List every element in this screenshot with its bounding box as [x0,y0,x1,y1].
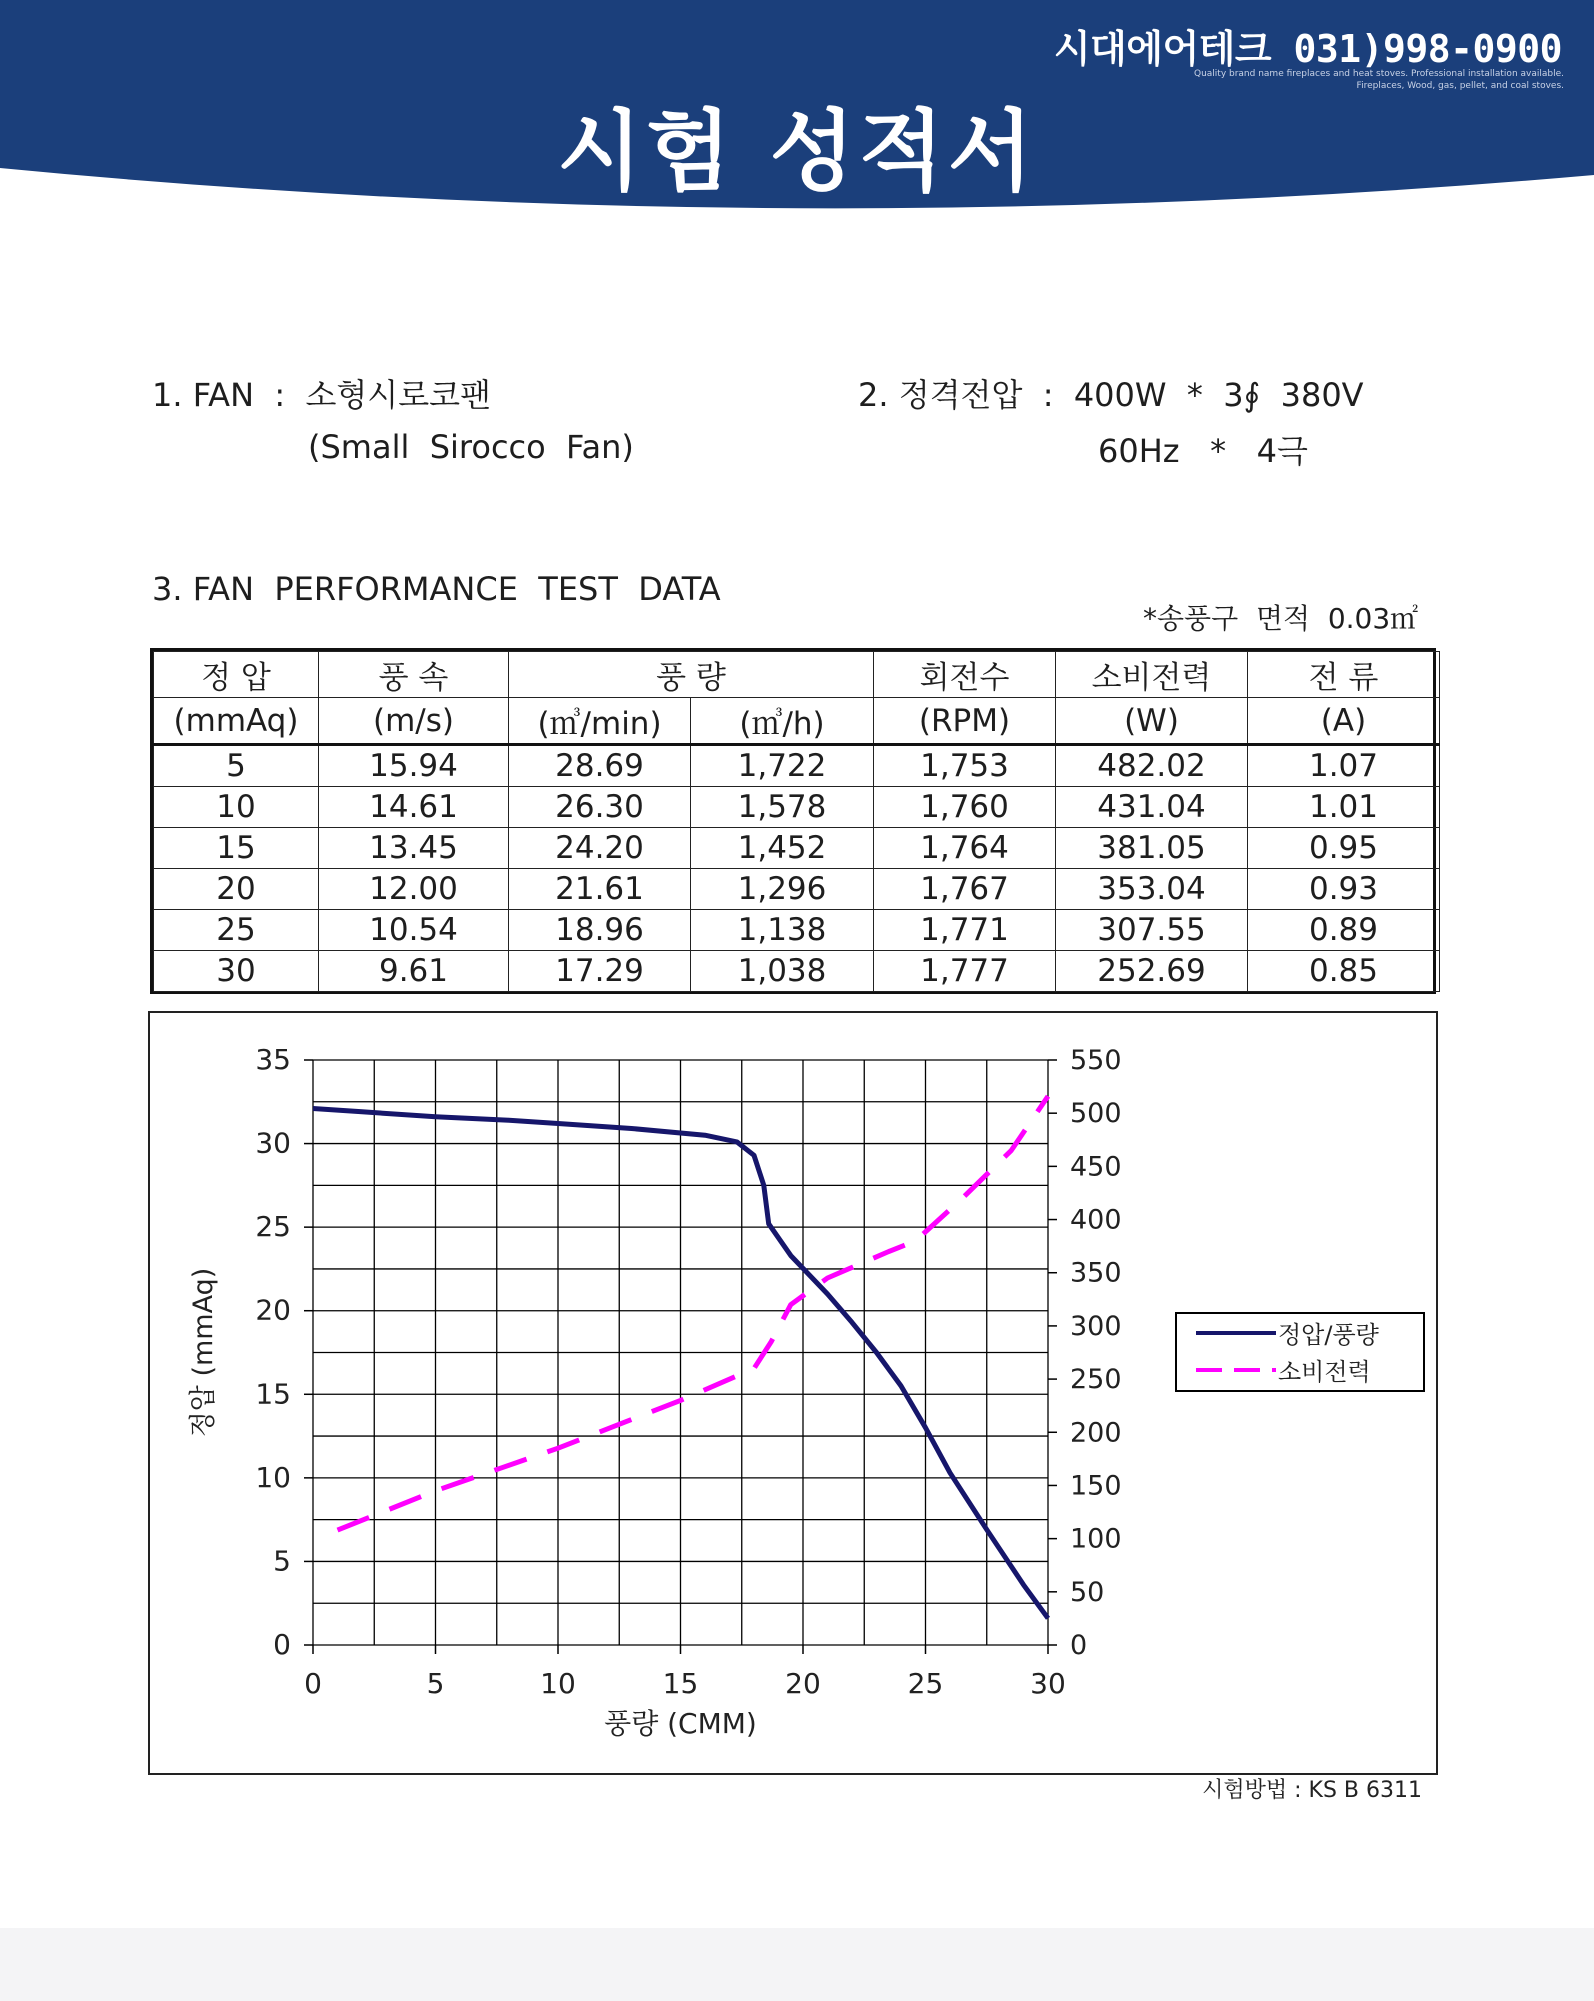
table-row [154,787,1440,828]
x-tick-label: 20 [785,1667,821,1700]
table-cell: 431.04 [1056,787,1248,828]
table-cell: 25 [154,910,319,951]
table-row [154,869,1440,910]
rated-voltage-line2: 60Hz * 4극 [1098,432,1308,470]
table-row [154,745,1440,787]
table-cell: 21.61 [509,869,691,910]
y2-tick-label: 200 [1070,1417,1122,1449]
y2-tick-label: 500 [1070,1098,1122,1130]
performance-table [150,648,1436,994]
unit-current: (A) [1248,698,1440,745]
table-cell: 28.69 [509,745,691,787]
legend-label-power: 소비전력 [1278,1358,1371,1386]
header-static-pressure: 정 압 [154,652,319,698]
x-tick-label: 5 [426,1667,445,1700]
table-cell: 482.02 [1056,745,1248,787]
table-cell: 18.96 [509,910,691,951]
x-tick-label: 0 [304,1667,322,1700]
table-cell: 1,753 [874,745,1056,787]
y-tick-label: 0 [273,1628,291,1661]
y2-tick-label: 450 [1070,1151,1122,1183]
y-axis-label: 정압 (mmAq) [188,1267,219,1438]
header-air-volume: 풍 량 [509,652,874,698]
x-axis-label: 풍량 (CMM) [604,1707,757,1740]
table-cell: 1.07 [1248,745,1440,787]
table-cell: 1,578 [691,787,874,828]
table-cell: 1,296 [691,869,874,910]
table-row [154,828,1440,869]
fan-type-label: 1. FAN : 소형시로코팬 [152,376,491,414]
company-name-phone: 시대에어테크 031)998-0900 [1053,27,1562,71]
y2-tick-label: 250 [1070,1364,1122,1396]
legend-label-static-pressure: 정압/풍량 [1278,1321,1379,1349]
tagline-line-2: Fireplaces, Wood, gas, pellet, and coal stoves. [1356,81,1564,91]
table-cell: 1,771 [874,910,1056,951]
table-cell: 0.89 [1248,910,1440,951]
y2-tick-label: 150 [1070,1470,1122,1502]
table-cell: 1,452 [691,828,874,869]
y2-tick-label: 50 [1070,1576,1105,1608]
y-tick-label: 20 [255,1293,291,1327]
outlet-area-note: *송풍구 면적 0.03㎡ [1143,602,1419,635]
x-tick-label: 25 [907,1667,944,1700]
test-method: 시험방법 : KS B 6311 [1202,1778,1422,1803]
table-cell: 1,138 [691,910,874,951]
y2-tick-label: 300 [1070,1310,1122,1342]
table-cell: 0.95 [1248,828,1440,869]
header-rpm: 회전수 [874,652,1056,698]
table-row [154,910,1440,951]
y2-tick-label: 550 [1070,1045,1122,1076]
table-row [154,951,1440,992]
y-tick-label: 35 [255,1043,291,1076]
performance-chart-frame [148,1011,1438,1775]
page-title: 시험 성적서 [557,100,1037,203]
x-tick-label: 30 [1030,1667,1066,1700]
y-tick-label: 15 [255,1377,291,1411]
table-cell: 10.54 [319,910,509,951]
header-power: 소비전력 [1056,652,1248,698]
performance-chart [150,1013,1436,1773]
fan-type-english: (Small Sirocco Fan) [308,428,634,466]
table-cell: 0.85 [1248,951,1440,992]
unit-power: (W) [1056,698,1248,745]
x-tick-label: 10 [540,1667,576,1700]
unit-air-volume-hour: (㎥/h) [691,698,874,745]
table-cell: 1,767 [874,869,1056,910]
table-cell: 17.29 [509,951,691,992]
unit-rpm: (RPM) [874,698,1056,745]
unit-air-volume-min: (㎥/min) [509,698,691,745]
table-header-row [154,652,1440,698]
table-cell: 5 [154,745,319,787]
tagline-line-1: Quality brand name fireplaces and heat stoves. Professional installation available. [1193,69,1564,79]
table-cell: 14.61 [319,787,509,828]
y-tick-label: 10 [255,1460,291,1494]
table-cell: 30 [154,951,319,992]
table-cell: 1,760 [874,787,1056,828]
table-cell: 1,764 [874,828,1056,869]
x-tick-label: 15 [662,1667,699,1700]
unit-air-velocity: (m/s) [319,698,509,745]
table-cell: 26.30 [509,787,691,828]
table-cell: 13.45 [319,828,509,869]
table-cell: 353.04 [1056,869,1248,910]
table-cell: 1,038 [691,951,874,992]
y2-tick-label: 0 [1070,1630,1088,1661]
table-cell: 252.69 [1056,951,1248,992]
y2-tick-label: 350 [1070,1257,1122,1289]
table-cell: 20 [154,869,319,910]
y2-tick-label: 100 [1070,1523,1122,1555]
table-cell: 15.94 [319,745,509,787]
series-line-power [338,1096,1049,1530]
table-cell: 10 [154,787,319,828]
table-cell: 1,777 [874,951,1056,992]
table-cell: 12.00 [319,869,509,910]
footer-band [0,1928,1594,2001]
table-cell: 381.05 [1056,828,1248,869]
rated-voltage-label: 2. 정격전압 : 400W * 3∮ 380V [858,376,1364,414]
header-current: 전 류 [1248,652,1440,698]
table-unit-row [154,698,1440,745]
header-air-velocity: 풍 속 [319,652,509,698]
y2-tick-label: 400 [1070,1204,1122,1236]
table-cell: 307.55 [1056,910,1248,951]
table-cell: 0.93 [1248,869,1440,910]
test-data-heading: 3. FAN PERFORMANCE TEST DATA [152,570,721,608]
table-cell: 1,722 [691,745,874,787]
table-cell: 15 [154,828,319,869]
y-tick-label: 25 [255,1210,291,1244]
y-tick-label: 5 [273,1544,291,1578]
table-cell: 24.20 [509,828,691,869]
table-cell: 1.01 [1248,787,1440,828]
table-cell: 9.61 [319,951,509,992]
y-tick-label: 30 [255,1126,291,1160]
unit-static-pressure: (mmAq) [154,698,319,745]
